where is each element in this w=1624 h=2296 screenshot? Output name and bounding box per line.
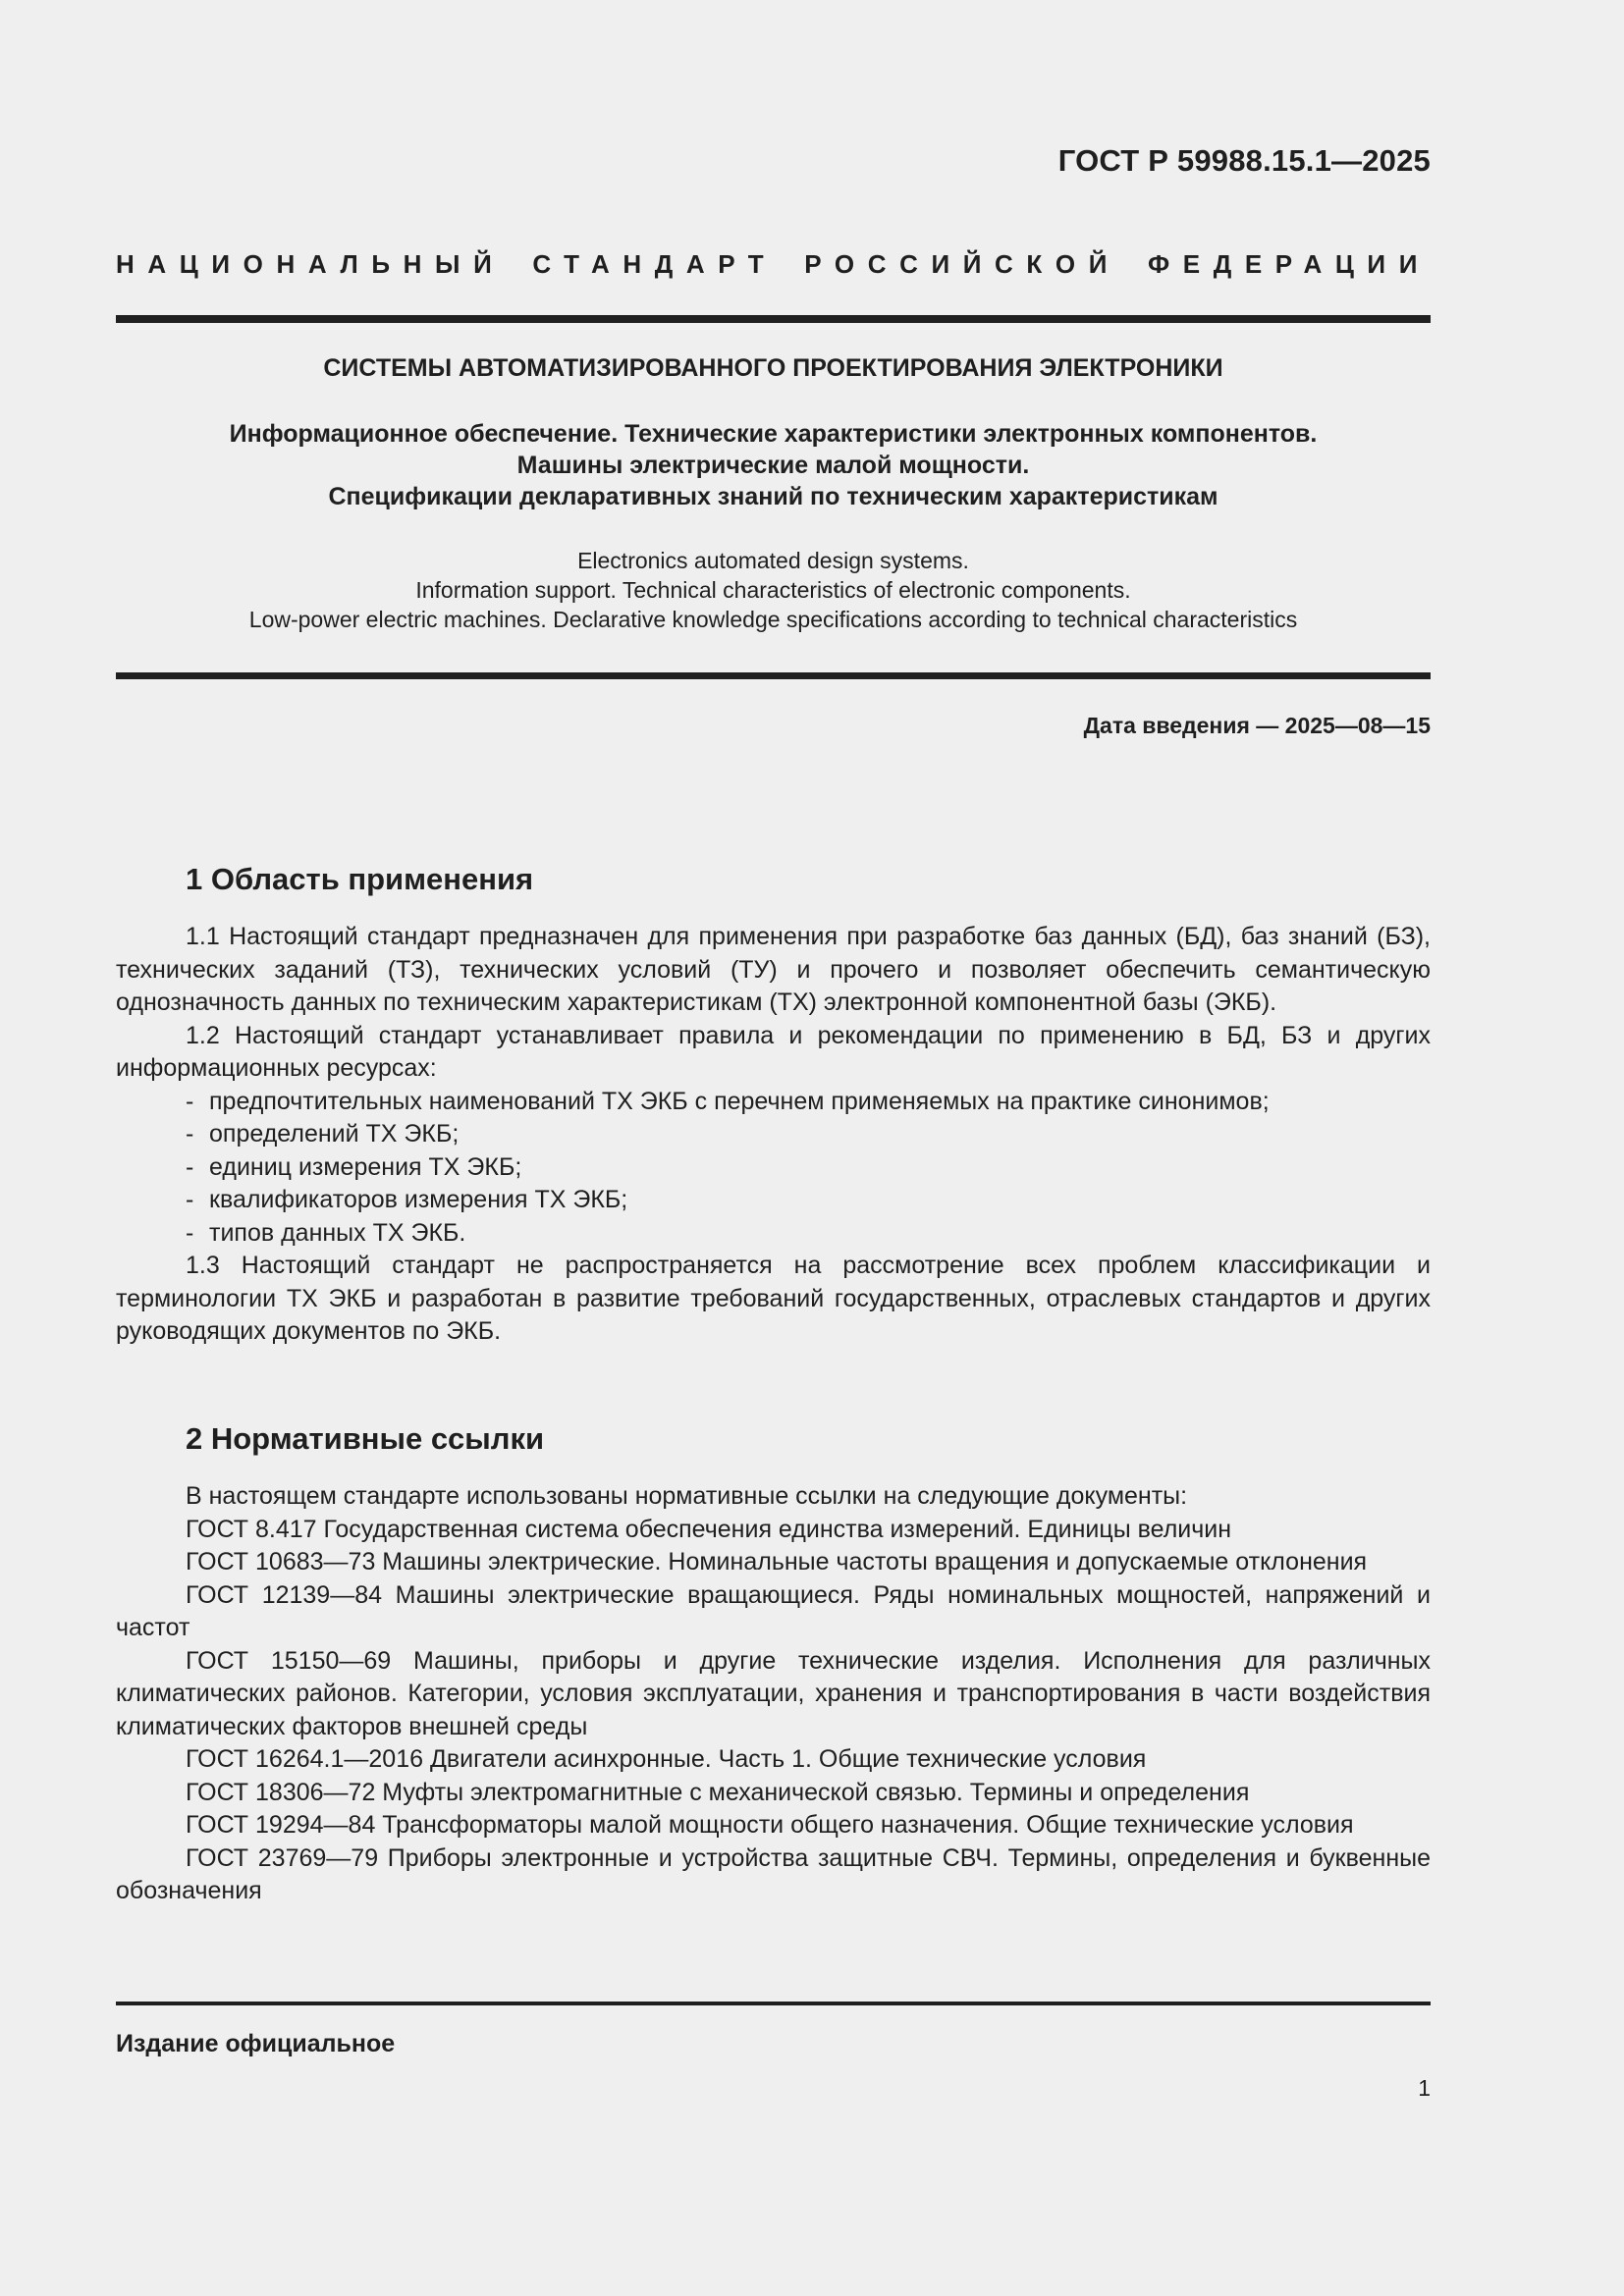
section-2-body — [116, 1480, 1431, 1908]
national-title-word: СТАНДАРТ — [532, 249, 778, 279]
main-title: СИСТЕМЫ АВТОМАТИЗИРОВАННОГО ПРОЕКТИРОВАНИЯ ЭЛЕКТРОНИКИ — [323, 354, 1223, 382]
reference-item: ГОСТ 12139—84 Машины электрические вращающиеся. Ряды номинальных мощностей, напряжений и частот — [116, 1580, 1431, 1641]
paragraph-1-2: 1.2 Настоящий стандарт устанавливает правила и рекомендации по применению в БД, БЗ и других информационных ресурсах: — [116, 1021, 1431, 1082]
page-number: 1 — [1418, 2075, 1431, 2101]
list-item: - определений ТХ ЭКБ; — [186, 1120, 460, 1148]
national-title-word: ФЕДЕРАЦИИ — [1148, 249, 1431, 279]
subtitle-line: Машины электрические малой мощности. — [516, 452, 1030, 479]
middle-divider — [116, 672, 1431, 679]
document-number: ГОСТ Р 59988.15.1—2025 — [1057, 143, 1431, 178]
reference-item: ГОСТ 18306—72 Муфты электромагнитные с механической связью. Термины и определения — [186, 1778, 1250, 1806]
section-1-body — [116, 921, 1431, 1349]
reference-item: ГОСТ 23769—79 Приборы электронные и устройства защитные СВЧ. Термины, определения и буквенные обозначения — [116, 1843, 1431, 1904]
reference-item: ГОСТ 15150—69 Машины, приборы и другие технические изделия. Исполнения для различных климатических районов. Категории, условия эксплуатации, хранения и транспортирования в части воздействия климатических факторов внешней среды — [116, 1646, 1431, 1740]
section-2-heading: 2 Нормативные ссылки — [186, 1421, 545, 1456]
references-intro: В настоящем стандарте использованы нормативные ссылки на следующие документы: — [186, 1482, 1188, 1510]
scope-list — [116, 1086, 1431, 1251]
list-item: - предпочтительных наименований ТХ ЭКБ с перечнем применяемых на практике синонимов; — [186, 1087, 1270, 1115]
bottom-divider — [116, 2002, 1431, 2005]
english-title — [116, 546, 1431, 634]
reference-item: ГОСТ 8.417 Государственная система обеспечения единства измерений. Единицы величин — [186, 1515, 1232, 1543]
paragraph-1-1: 1.1 Настоящий стандарт предназначен для применения при разработке баз данных (БД), баз знаний (БЗ), технических заданий (ТЗ), технических условий (ТУ) и прочего и позволяет обеспечить семантическую однозначность данных по техническим характеристикам (ТХ) электронной компонентной базы (ЭКБ). — [116, 923, 1431, 1016]
english-title-line: Information support. Technical characteristics of electronic components. — [415, 577, 1131, 603]
introduction-date: Дата введения — 2025—08—15 — [1083, 713, 1431, 738]
official-edition-label: Издание официальное — [116, 2030, 396, 2057]
reference-item: ГОСТ 19294—84 Трансформаторы малой мощности общего назначения. Общие технические условия — [186, 1811, 1354, 1839]
national-standard-title — [116, 249, 1431, 280]
section-1-heading: 1 Область применения — [186, 862, 534, 896]
national-title-word: РОССИЙСКОЙ — [804, 249, 1120, 279]
list-item: - единиц измерения ТХ ЭКБ; — [186, 1152, 522, 1181]
list-item: - квалификаторов измерения ТХ ЭКБ; — [186, 1186, 628, 1213]
subtitle-line: Информационное обеспечение. Технические характеристики электронных компонентов. — [229, 420, 1318, 448]
english-title-line: Low-power electric machines. Declarative knowledge specifications according to technical characteristics — [248, 607, 1298, 632]
paragraph-1-3: 1.3 Настоящий стандарт не распространяется на рассмотрение всех проблем классификации и терминологии ТХ ЭКБ и разработан в развитие требований государственных, отраслевых стандартов и других руководящих документов по ЭКБ. — [116, 1252, 1431, 1345]
list-item: - типов данных ТХ ЭКБ. — [186, 1218, 466, 1247]
english-title-line: Electronics automated design systems. — [577, 548, 969, 573]
top-divider — [116, 315, 1431, 323]
reference-item: ГОСТ 16264.1—2016 Двигатели асинхронные. Часть 1. Общие технические условия — [186, 1745, 1147, 1773]
subtitle-line: Спецификации декларативных знаний по техническим характеристикам — [328, 483, 1218, 510]
reference-item: ГОСТ 10683—73 Машины электрические. Номинальные частоты вращения и допускаемые отклонения — [186, 1548, 1368, 1575]
national-title-word: НАЦИОНАЛЬНЫЙ — [116, 249, 506, 279]
subtitle — [116, 418, 1431, 512]
